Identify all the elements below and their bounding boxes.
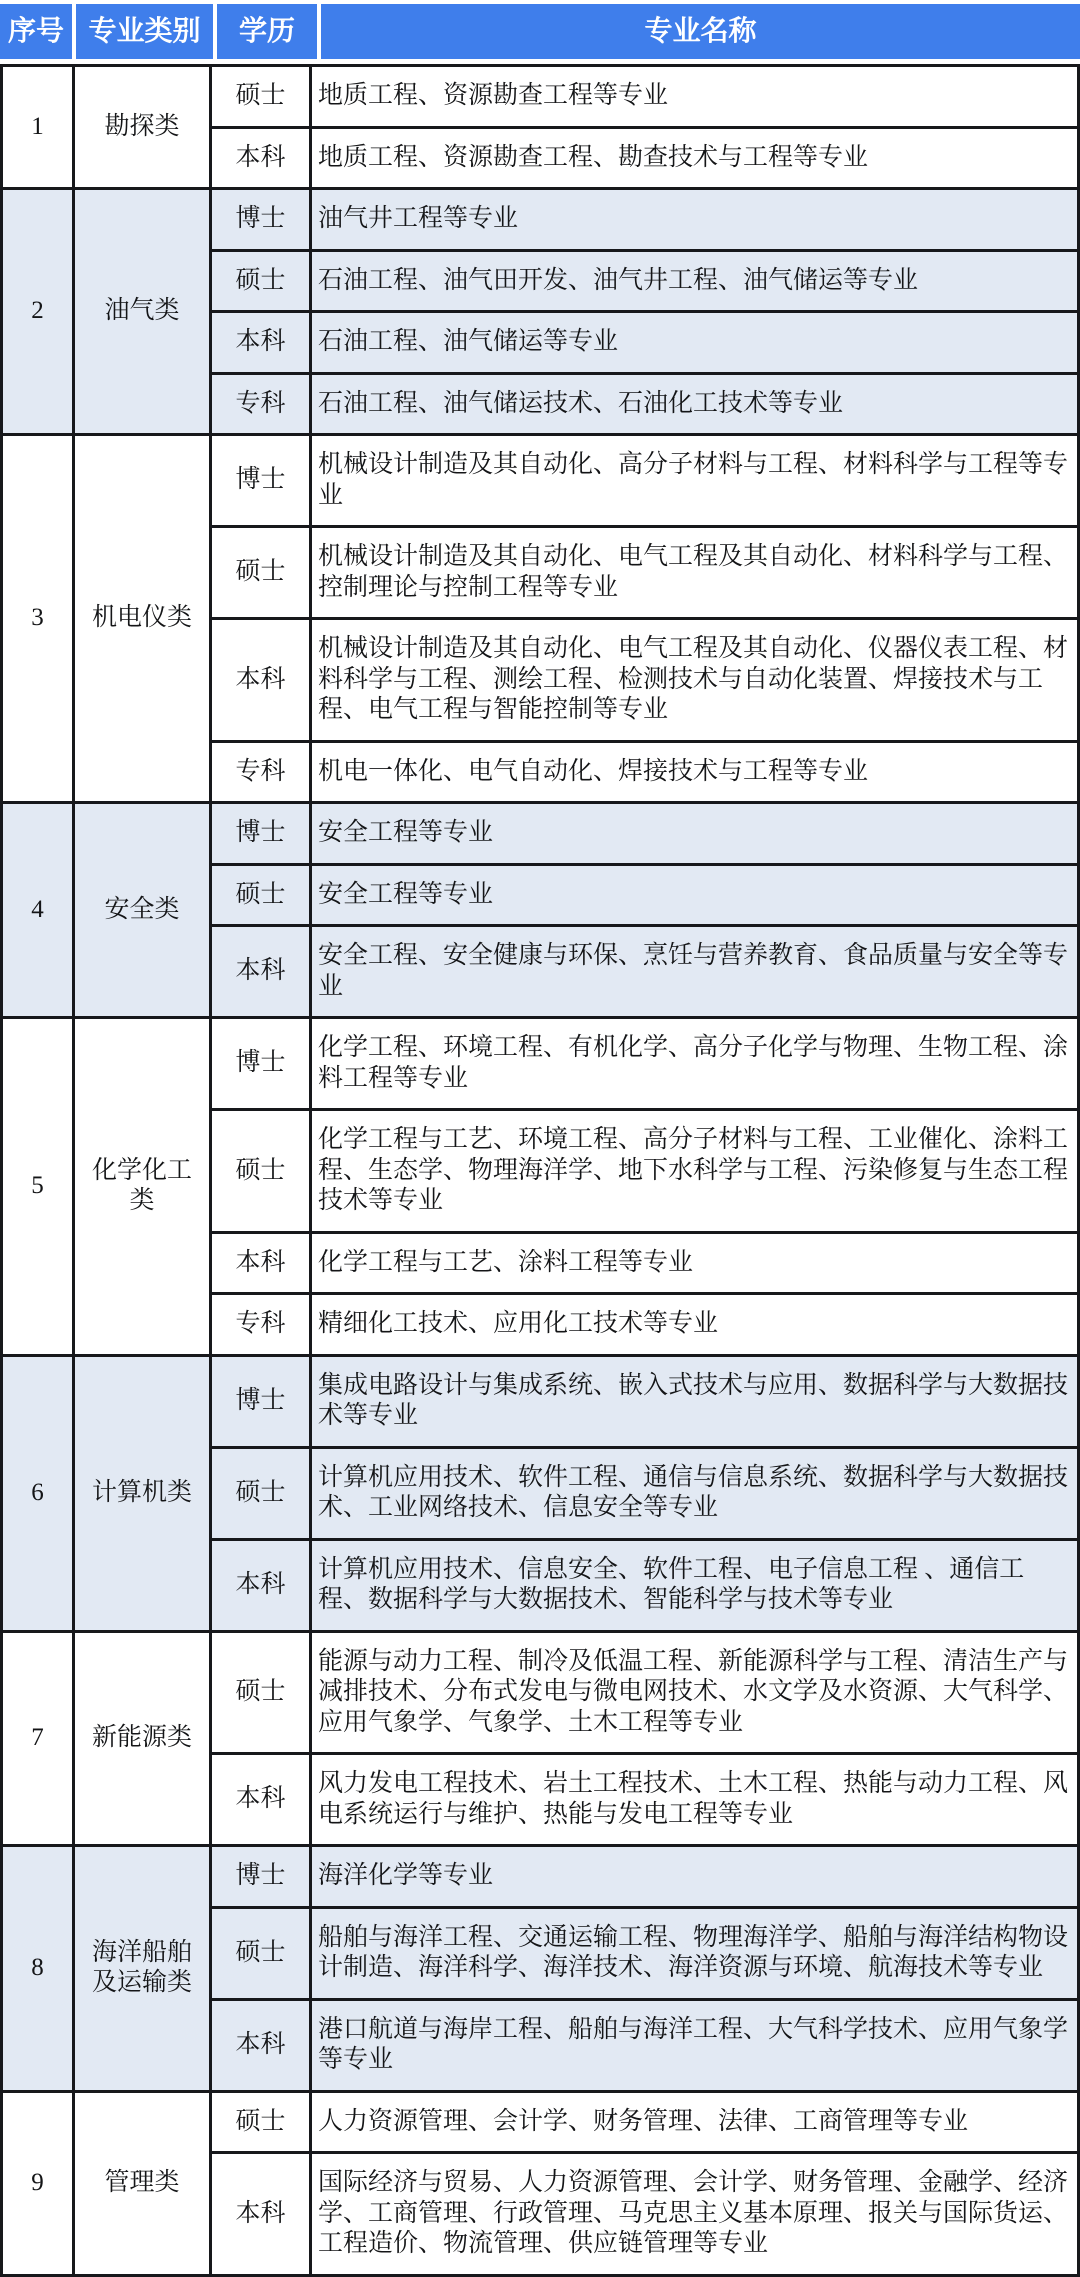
majors-cell: 油气井工程等专业: [311, 189, 1079, 251]
section-index-cell: 9: [2, 2091, 74, 2275]
majors-cell: 化学工程与工艺、涂料工程等专业: [311, 1232, 1079, 1294]
degree-cell: 硕士: [211, 2091, 311, 2153]
degree-cell: 本科: [211, 2153, 311, 2276]
majors-cell: 计算机应用技术、软件工程、通信与信息系统、数据科学与大数据技术、工业网络技术、信息安全等专业: [311, 1447, 1079, 1539]
table-row: [2, 66, 1079, 128]
section-index-cell: 4: [2, 803, 74, 1018]
degree-cell: 博士: [211, 803, 311, 865]
degree-cell: 博士: [211, 435, 311, 527]
section-index-cell: 8: [2, 1846, 74, 2092]
table-header-row: [0, 4, 1080, 59]
degree-cell: 硕士: [211, 864, 311, 926]
majors-cell: 机电一体化、电气自动化、焊接技术与工程等专业: [311, 741, 1079, 803]
majors-cell: 石油工程、油气储运技术、石油化工技术等专业: [311, 373, 1079, 435]
majors-cell: 人力资源管理、会计学、财务管理、法律、工商管理等专业: [311, 2091, 1079, 2153]
majors-cell: 地质工程、资源勘查工程等专业: [311, 66, 1079, 128]
section-category-cell: 化学化工类: [74, 1018, 211, 1356]
section-category-cell: 海洋船舶及运输类: [74, 1846, 211, 2092]
table-row: [2, 1846, 1079, 1908]
majors-cell: 集成电路设计与集成系统、嵌入式技术与应用、数据科学与大数据技术等专业: [311, 1355, 1079, 1447]
degree-cell: 博士: [211, 189, 311, 251]
majors-cell: 机械设计制造及其自动化、电气工程及其自动化、材料科学与工程、控制理论与控制工程等专业: [311, 527, 1079, 619]
table-row: [2, 435, 1079, 527]
majors-cell: 国际经济与贸易、人力资源管理、会计学、财务管理、金融学、经济学、工商管理、行政管理、马克思主义基本原理、报关与国际货运、工程造价、物流管理、供应链管理等专业: [311, 2153, 1079, 2276]
degree-cell: 本科: [211, 1232, 311, 1294]
degree-cell: 硕士: [211, 1110, 311, 1233]
majors-cell: 船舶与海洋工程、交通运输工程、物理海洋学、船舶与海洋结构物设计制造、海洋科学、海洋技术、海洋资源与环境、航海技术等专业: [311, 1907, 1079, 1999]
table-row: [2, 1631, 1079, 1754]
section-index-cell: 1: [2, 66, 74, 189]
majors-cell: 安全工程等专业: [311, 803, 1079, 865]
degree-cell: 硕士: [211, 1447, 311, 1539]
degree-cell: 硕士: [211, 66, 311, 128]
column-header-degree: 学历: [217, 4, 317, 59]
majors-cell: 地质工程、资源勘查工程、勘查技术与工程等专业: [311, 127, 1079, 189]
degree-cell: 硕士: [211, 250, 311, 312]
section-category-cell: 管理类: [74, 2091, 211, 2275]
table-row: [2, 189, 1079, 251]
section-index-cell: 5: [2, 1018, 74, 1356]
majors-cell: 海洋化学等专业: [311, 1846, 1079, 1908]
table-row: [2, 1355, 1079, 1447]
majors-cell: 化学工程、环境工程、有机化学、高分子化学与物理、生物工程、涂料工程等专业: [311, 1018, 1079, 1110]
degree-cell: 硕士: [211, 1631, 311, 1754]
majors-cell: 机械设计制造及其自动化、高分子材料与工程、材料科学与工程等专业: [311, 435, 1079, 527]
majors-table-body: [2, 66, 1079, 2276]
degree-cell: 本科: [211, 312, 311, 374]
section-category-cell: 新能源类: [74, 1631, 211, 1846]
majors-cell: 计算机应用技术、信息安全、软件工程、电子信息工程 、通信工程、数据科学与大数据技术、智能科学与技术等专业: [311, 1539, 1079, 1631]
column-header-index: 序号: [0, 4, 72, 59]
degree-cell: 博士: [211, 1846, 311, 1908]
table-row: [2, 1018, 1079, 1110]
section-category-cell: 油气类: [74, 189, 211, 435]
majors-cell: 风力发电工程技术、岩土工程技术、土木工程、热能与动力工程、风电系统运行与维护、热能与发电工程等专业: [311, 1754, 1079, 1846]
majors-cell: 港口航道与海岸工程、船舶与海洋工程、大气科学技术、应用气象学等专业: [311, 1999, 1079, 2091]
section-index-cell: 7: [2, 1631, 74, 1846]
degree-cell: 硕士: [211, 527, 311, 619]
table-row: [2, 803, 1079, 865]
majors-cell: 安全工程等专业: [311, 864, 1079, 926]
column-header-category: 专业类别: [76, 4, 213, 59]
section-index-cell: 3: [2, 435, 74, 803]
degree-cell: 本科: [211, 926, 311, 1018]
majors-cell: 精细化工技术、应用化工技术等专业: [311, 1294, 1079, 1356]
section-category-cell: 计算机类: [74, 1355, 211, 1631]
degree-cell: 博士: [211, 1355, 311, 1447]
majors-table: [0, 64, 1080, 2277]
majors-cell: 化学工程与工艺、环境工程、高分子材料与工程、工业催化、涂料工程、生态学、物理海洋学、地下水科学与工程、污染修复与生态工程技术等专业: [311, 1110, 1079, 1233]
column-header-majors: 专业名称: [321, 4, 1080, 59]
section-category-cell: 安全类: [74, 803, 211, 1018]
degree-cell: 专科: [211, 373, 311, 435]
majors-cell: 石油工程、油气储运等专业: [311, 312, 1079, 374]
degree-cell: 博士: [211, 1018, 311, 1110]
degree-cell: 本科: [211, 1539, 311, 1631]
degree-cell: 本科: [211, 1754, 311, 1846]
majors-cell: 能源与动力工程、制冷及低温工程、新能源科学与工程、清洁生产与减排技术、分布式发电与微电网技术、水文学及水资源、大气科学、应用气象学、气象学、土木工程等专业: [311, 1631, 1079, 1754]
section-index-cell: 2: [2, 189, 74, 435]
section-index-cell: 6: [2, 1355, 74, 1631]
section-category-cell: 机电仪类: [74, 435, 211, 803]
degree-cell: 本科: [211, 1999, 311, 2091]
degree-cell: 本科: [211, 127, 311, 189]
degree-cell: 本科: [211, 619, 311, 742]
degree-cell: 硕士: [211, 1907, 311, 1999]
degree-cell: 专科: [211, 741, 311, 803]
majors-cell: 安全工程、安全健康与环保、烹饪与营养教育、食品质量与安全等专业: [311, 926, 1079, 1018]
majors-cell: 机械设计制造及其自动化、电气工程及其自动化、仪器仪表工程、材料科学与工程、测绘工程、检测技术与自动化装置、焊接技术与工程、电气工程与智能控制等专业: [311, 619, 1079, 742]
section-category-cell: 勘探类: [74, 66, 211, 189]
majors-cell: 石油工程、油气田开发、油气井工程、油气储运等专业: [311, 250, 1079, 312]
degree-cell: 专科: [211, 1294, 311, 1356]
table-row: [2, 2091, 1079, 2153]
